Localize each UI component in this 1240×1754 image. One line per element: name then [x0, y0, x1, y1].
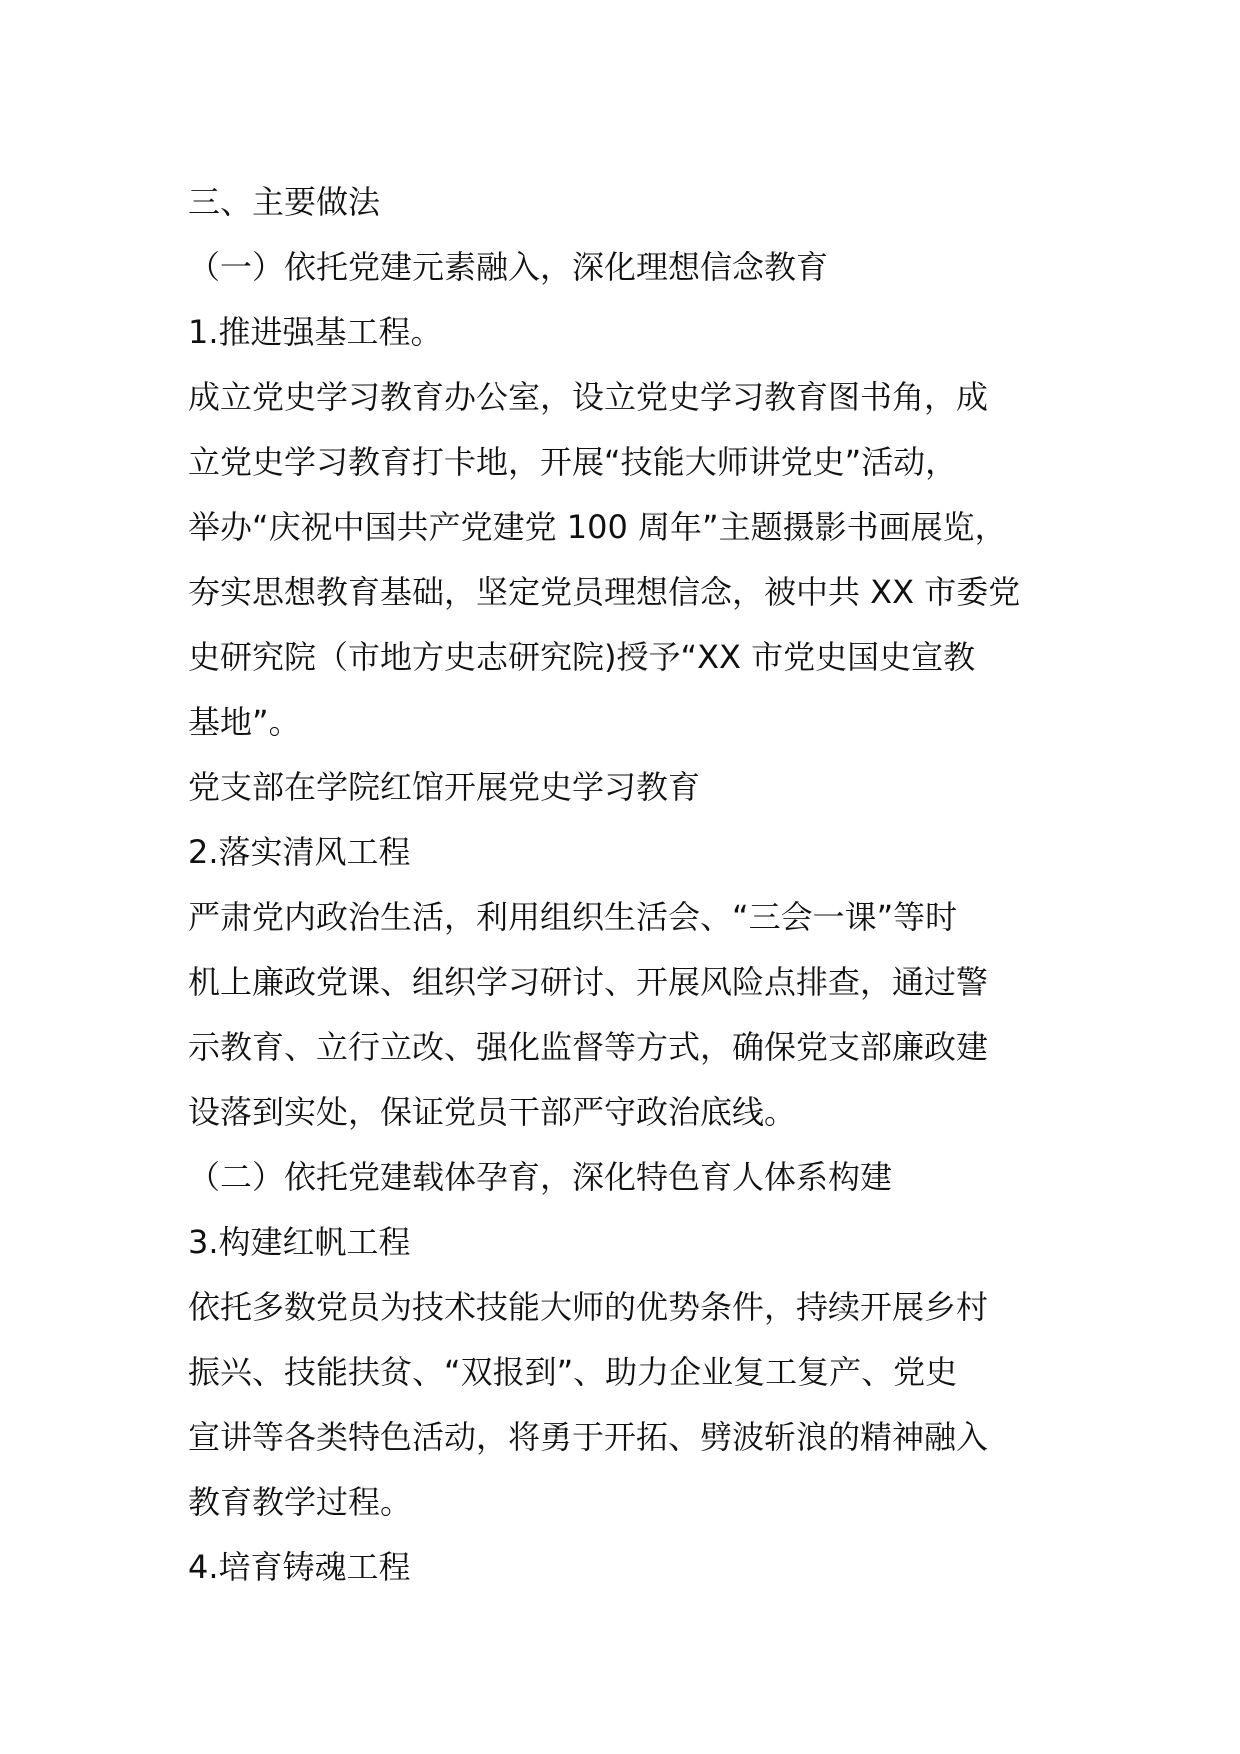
paragraph-line: 立党史学习教育打卡地，开展“技能大师讲党史”活动， — [188, 443, 958, 481]
paragraph-line: 设落到实处，保证党员干部严守政治底线。 — [188, 1093, 797, 1131]
paragraph-line: 史研究院（市地方史志研究院)授予“XX 市党史国史宣教 — [188, 638, 976, 676]
subsection-heading: （二）依托党建载体孕育，深化特色育人体系构建 — [188, 1158, 893, 1196]
paragraph-line: 依托多数党员为技术技能大师的优势条件，持续开展乡村 — [188, 1288, 989, 1326]
paragraph-line: 振兴、技能扶贫、“双报到”、助力企业复工复产、党史 — [188, 1353, 958, 1391]
paragraph-line: 举办“庆祝中国共产党建党 100 周年”主题摄影书画展览， — [188, 508, 1007, 546]
paragraph-line: 示教育、立行立改、强化监督等方式，确保党支部廉政建 — [188, 1028, 989, 1066]
paragraph-line: 严肃党内政治生活，利用组织生活会、“三会一课”等时 — [188, 898, 958, 936]
paragraph-line: 夯实思想教育基础，坚定党员理想信念，被中共 XX 市委党 — [188, 573, 1021, 611]
item-heading: 1.推进强基工程。 — [188, 313, 443, 351]
item-heading: 2.落实清风工程 — [188, 833, 411, 871]
caption-line: 党支部在学院红馆开展党史学习教育 — [188, 768, 701, 806]
item-heading: 4.培育铸魂工程 — [188, 1548, 411, 1586]
item-heading: 3.构建红帆工程 — [188, 1223, 411, 1261]
paragraph-line: 宣讲等各类特色活动，将勇于开拓、劈波斩浪的精神融入 — [188, 1418, 989, 1456]
document-body — [188, 170, 1088, 1600]
paragraph-line: 教育教学过程。 — [188, 1483, 413, 1521]
paragraph-line: 成立党史学习教育办公室，设立党史学习教育图书角，成 — [188, 378, 989, 416]
section-heading: 三、主要做法 — [188, 183, 381, 221]
subsection-heading: （一）依托党建元素融入，深化理想信念教育 — [188, 248, 829, 286]
paragraph-line: 基地”。 — [188, 703, 301, 741]
paragraph-line: 机上廉政党课、组织学习研讨、开展风险点排查，通过警 — [188, 963, 989, 1001]
